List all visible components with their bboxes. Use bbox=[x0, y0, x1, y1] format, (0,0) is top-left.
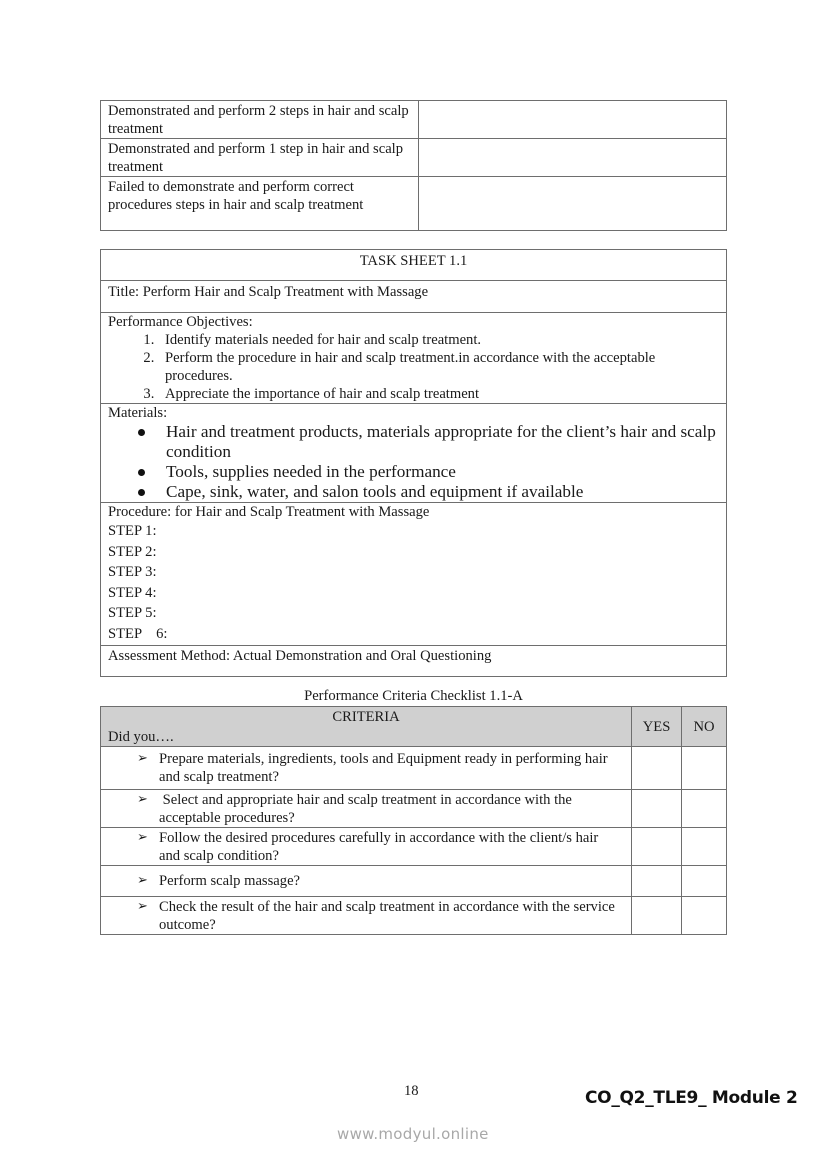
procedure-step: STEP 3: bbox=[108, 564, 157, 581]
task-sheet-title: Title: Perform Hair and Scalp Treatment with Massage bbox=[101, 281, 727, 313]
objective-item: 1. Identify materials needed for hair and scalp treatment. bbox=[158, 331, 719, 349]
rubric-criterion: Demonstrated and perform 1 step in hair and scalp treatment bbox=[101, 139, 419, 177]
arrow-bullet-icon: ➢ bbox=[137, 751, 148, 766]
checklist-row bbox=[101, 866, 727, 897]
materials-cell bbox=[101, 404, 727, 503]
criteria-heading: CRITERIA bbox=[332, 709, 400, 725]
rubric-score-cell[interactable] bbox=[419, 177, 727, 231]
arrow-bullet-icon: ➢ bbox=[137, 899, 148, 914]
no-checkbox-cell[interactable] bbox=[682, 866, 727, 897]
procedure-step: STEP 1: bbox=[108, 523, 157, 539]
yes-checkbox-cell[interactable] bbox=[632, 828, 682, 866]
procedure-step: STEP 2: bbox=[108, 543, 157, 560]
rubric-criterion: Failed to demonstrate and perform correct procedures steps in hair and scalp treatment bbox=[101, 177, 419, 231]
objective-item: 3. Appreciate the importance of hair and scalp treatment bbox=[158, 385, 719, 403]
checklist-row bbox=[101, 747, 727, 790]
procedure-label: Procedure: for Hair and Scalp Treatment with Massage bbox=[108, 504, 430, 520]
task-sheet-heading: TASK SHEET 1.1 bbox=[101, 250, 727, 281]
objectives-label: Performance Objectives: bbox=[108, 314, 253, 330]
no-checkbox-cell[interactable] bbox=[682, 790, 727, 828]
rubric-row bbox=[101, 139, 727, 177]
rubric-criterion: Demonstrated and perform 2 steps in hair and scalp treatment bbox=[101, 101, 419, 139]
yes-checkbox-cell[interactable] bbox=[632, 897, 682, 935]
page-number: 18 bbox=[404, 1083, 419, 1099]
checklist-title: Performance Criteria Checklist 1.1-A bbox=[304, 688, 523, 704]
no-header: NO bbox=[682, 707, 727, 747]
module-code: CO_Q2_TLE9_ Module 2 bbox=[585, 1088, 798, 1108]
procedure-step: STEP 6: bbox=[108, 625, 168, 642]
objective-item: 2. Perform the procedure in hair and scalp treatment.in accordance with the acceptable procedures. bbox=[158, 349, 719, 385]
bullet-icon bbox=[138, 469, 145, 476]
rubric-score-cell[interactable] bbox=[419, 101, 727, 139]
watermark: www.modyul.online bbox=[337, 1125, 489, 1143]
arrow-bullet-icon: ➢ bbox=[137, 873, 148, 888]
procedure-step: STEP 4: bbox=[108, 584, 157, 601]
arrow-bullet-icon: ➢ bbox=[137, 830, 148, 845]
materials-label: Materials: bbox=[108, 405, 168, 421]
objectives-list bbox=[108, 331, 719, 403]
assessment-method: Assessment Method: Actual Demonstration and Oral Questioning bbox=[101, 645, 727, 676]
procedure-cell bbox=[101, 503, 727, 646]
performance-criteria-checklist bbox=[100, 706, 727, 935]
checklist-row bbox=[101, 790, 727, 828]
criterion-text: Follow the desired procedures carefully in accordance with the client/s hair and scalp condition? bbox=[159, 830, 599, 864]
yes-checkbox-cell[interactable] bbox=[632, 747, 682, 790]
did-you-prompt: Did you…. bbox=[108, 729, 174, 745]
bullet-icon bbox=[138, 429, 145, 436]
task-sheet-table bbox=[100, 249, 727, 677]
rubric-row bbox=[101, 177, 727, 231]
yes-checkbox-cell[interactable] bbox=[632, 866, 682, 897]
procedure-step: STEP 5: bbox=[108, 605, 157, 622]
criteria-header bbox=[101, 707, 632, 747]
performance-objectives-cell bbox=[101, 313, 727, 404]
checklist-row bbox=[101, 897, 727, 935]
yes-checkbox-cell[interactable] bbox=[632, 790, 682, 828]
arrow-bullet-icon: ➢ bbox=[137, 792, 148, 807]
checklist-header-row bbox=[101, 707, 727, 747]
materials-list bbox=[108, 422, 719, 502]
no-checkbox-cell[interactable] bbox=[682, 747, 727, 790]
rubric-row bbox=[101, 101, 727, 139]
rubric-table bbox=[100, 100, 727, 231]
no-checkbox-cell[interactable] bbox=[682, 897, 727, 935]
material-item: Cape, sink, water, and salon tools and equipment if available bbox=[158, 482, 719, 502]
yes-header: YES bbox=[632, 707, 682, 747]
criterion-text: Check the result of the hair and scalp treatment in accordance with the service outcome? bbox=[159, 899, 615, 933]
checklist-row bbox=[101, 828, 727, 866]
no-checkbox-cell[interactable] bbox=[682, 828, 727, 866]
material-item: Hair and treatment products, materials appropriate for the client’s hair and scalp condition bbox=[158, 422, 719, 462]
material-item: Tools, supplies needed in the performance bbox=[158, 462, 719, 482]
rubric-score-cell[interactable] bbox=[419, 139, 727, 177]
bullet-icon bbox=[138, 489, 145, 496]
criterion-text: Prepare materials, ingredients, tools and Equipment ready in performing hair and scalp treatment? bbox=[159, 751, 608, 785]
criterion-text: Select and appropriate hair and scalp treatment in accordance with the acceptable procedures? bbox=[159, 792, 576, 826]
criterion-text: Perform scalp massage? bbox=[159, 873, 301, 889]
